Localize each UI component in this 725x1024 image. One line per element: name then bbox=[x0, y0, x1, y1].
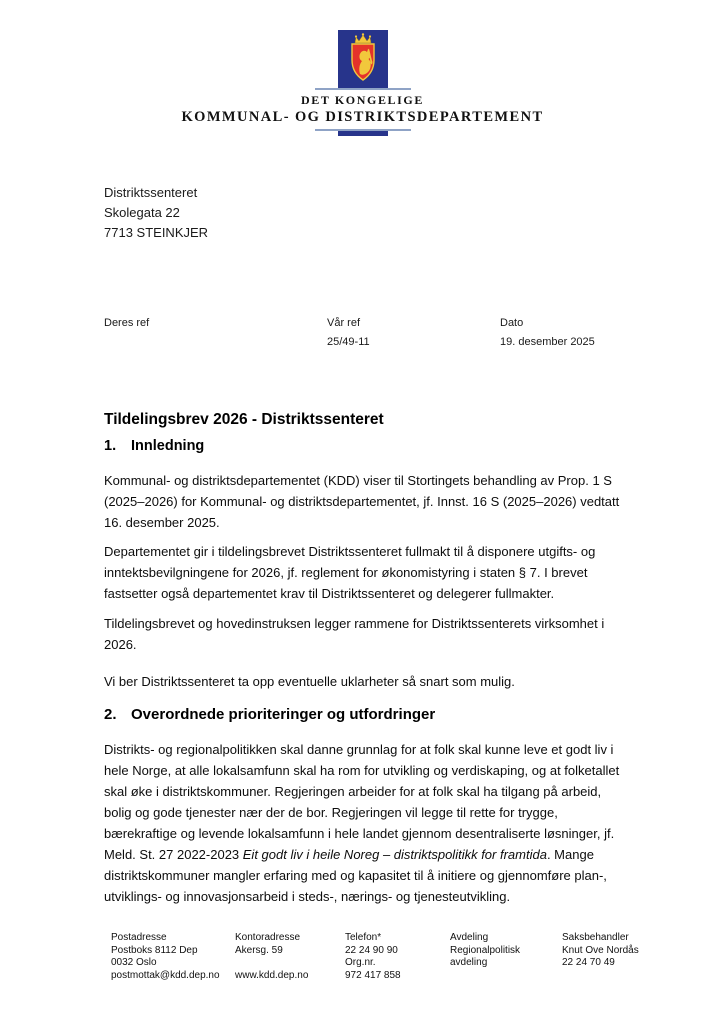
footer-col-kontoradresse bbox=[235, 932, 345, 982]
dato-label: Dato bbox=[500, 317, 524, 329]
recipient-postal: 7713 STEINKJER bbox=[104, 225, 209, 240]
footer-line: Regionalpolitisk bbox=[450, 944, 521, 956]
footer-col-telefon bbox=[345, 932, 450, 982]
coat-of-arms bbox=[315, 30, 411, 90]
paragraph: Kommunal- og distriktsdepartementet (KDD) viser til Stortingets behandling av Prop. 1 S (2025–2026) for Kommunal- og distriktsdepartementet, jf. Innst. 16 S (2025–2026) vedtatt 16. desember 2025. bbox=[104, 473, 620, 530]
footer-line bbox=[235, 957, 345, 970]
section-number: 2. bbox=[104, 706, 117, 723]
deres-ref-value bbox=[104, 336, 149, 349]
paragraph: Tildelingsbrevet og hovedinstruksen legger rammene for Distriktssenterets virksomhet i 2026. bbox=[104, 616, 605, 652]
paragraph-italic-citation: Eit godt liv i heile Noreg – distriktspolitikk for framtida bbox=[242, 847, 547, 862]
var-ref-value: 25/49-11 bbox=[327, 336, 370, 348]
footer-col-avdeling bbox=[450, 932, 562, 982]
paragraph: Vi ber Distriktssenteret ta opp eventuelle uklarheter så snart som mulig. bbox=[104, 674, 515, 689]
letterhead-ministry-name: KOMMUNAL- OG DISTRIKTSDEPARTEMENT bbox=[181, 109, 544, 125]
footer-line: Postadresse bbox=[111, 932, 167, 943]
footer-line: Avdeling bbox=[450, 932, 489, 943]
footer-line: 972 417 858 bbox=[345, 969, 401, 981]
footer-line: 0032 Oslo bbox=[111, 957, 157, 968]
deres-ref-column bbox=[104, 317, 149, 349]
section-title: Overordnede prioriteringer og utfordringer bbox=[131, 706, 436, 723]
royal-crest-icon bbox=[338, 30, 388, 88]
footer-line bbox=[450, 970, 562, 983]
footer-line: Postboks 8112 Dep bbox=[111, 944, 198, 956]
footer-line: 22 24 70 49 bbox=[562, 957, 615, 968]
deres-ref-label: Deres ref bbox=[104, 317, 150, 329]
footer-website: www.kdd.dep.no bbox=[235, 969, 309, 981]
document-title: Tildelingsbrev 2026 - Distriktssenteret bbox=[104, 411, 384, 428]
footer-col-saksbehandler bbox=[562, 932, 702, 982]
var-ref-column bbox=[327, 317, 370, 349]
section-title: Innledning bbox=[131, 438, 205, 454]
footer-line: Telefon* bbox=[345, 932, 382, 943]
section-heading-prioriteringer bbox=[104, 706, 435, 723]
var-ref-label: Vår ref bbox=[327, 317, 361, 329]
recipient-name: Distriktssenteret bbox=[104, 185, 198, 200]
paragraph-text: . Mange distriktskommuner mangler erfaring med og kapasitet til å initiere og gjennomføre plan-, utviklings- og innovasjonsarbeid i steds-, nærings- og tjenesteutvikling. bbox=[104, 847, 607, 904]
footer-line: Akersg. 59 bbox=[235, 944, 283, 956]
section-number: 1. bbox=[104, 438, 117, 454]
letterhead bbox=[0, 30, 725, 136]
recipient-address-block bbox=[104, 183, 208, 243]
paragraph-text: Distrikts- og regionalpolitikken skal danne grunnlag for at folk skal kunne leve et godt liv i hele Norge, at alle lokalsamfunn skal ha rom for utvikling og verdiskaping, og at folketallet skal øke i distriktskommuner. Regjeringen arbeider for at folk skal ha tilgang på arbeid, bolig og gode tjenester nær der de bor. Regjeringen vil legge til rette for trygge, bærekraftige og levende lokalsamfunn i hele landet gjennom desentraliserte løsninger, jf. Meld. St. 27 2022-2023 bbox=[104, 742, 620, 862]
footer-line bbox=[562, 970, 702, 983]
footer-line: Saksbehandler bbox=[562, 932, 629, 943]
letter-footer bbox=[111, 932, 711, 982]
letterhead-royal-line: DET KONGELIGE bbox=[301, 93, 424, 107]
footer-line: 22 24 90 90 bbox=[345, 944, 398, 956]
footer-line: Org.nr. bbox=[345, 957, 376, 968]
footer-email: postmottak@kdd.dep.no bbox=[111, 969, 220, 981]
paragraph: Departementet gir i tildelingsbrevet Distriktssenteret fullmakt til å disponere utgifts- og inntektsbevilgningene for 2026, jf. reglement for økonomistyring i staten § 7. I brevet fastsetter også departementet krav til Distriktssenteret og delegerer fullmakter. bbox=[104, 544, 596, 601]
footer-line: avdeling bbox=[450, 957, 488, 968]
letterhead-rule-top bbox=[315, 88, 411, 90]
recipient-street: Skolegata 22 bbox=[104, 205, 180, 220]
letterhead-rule-bottom bbox=[315, 129, 411, 136]
paragraph bbox=[104, 739, 625, 907]
dato-value: 19. desember 2025 bbox=[500, 336, 595, 348]
footer-line: Kontoradresse bbox=[235, 932, 301, 943]
section-heading-innledning bbox=[104, 438, 204, 454]
footer-col-postadresse bbox=[111, 932, 235, 982]
dato-column bbox=[500, 317, 595, 349]
letterhead-rule-segment bbox=[338, 131, 388, 136]
footer-line: Knut Ove Nordås bbox=[562, 944, 639, 956]
